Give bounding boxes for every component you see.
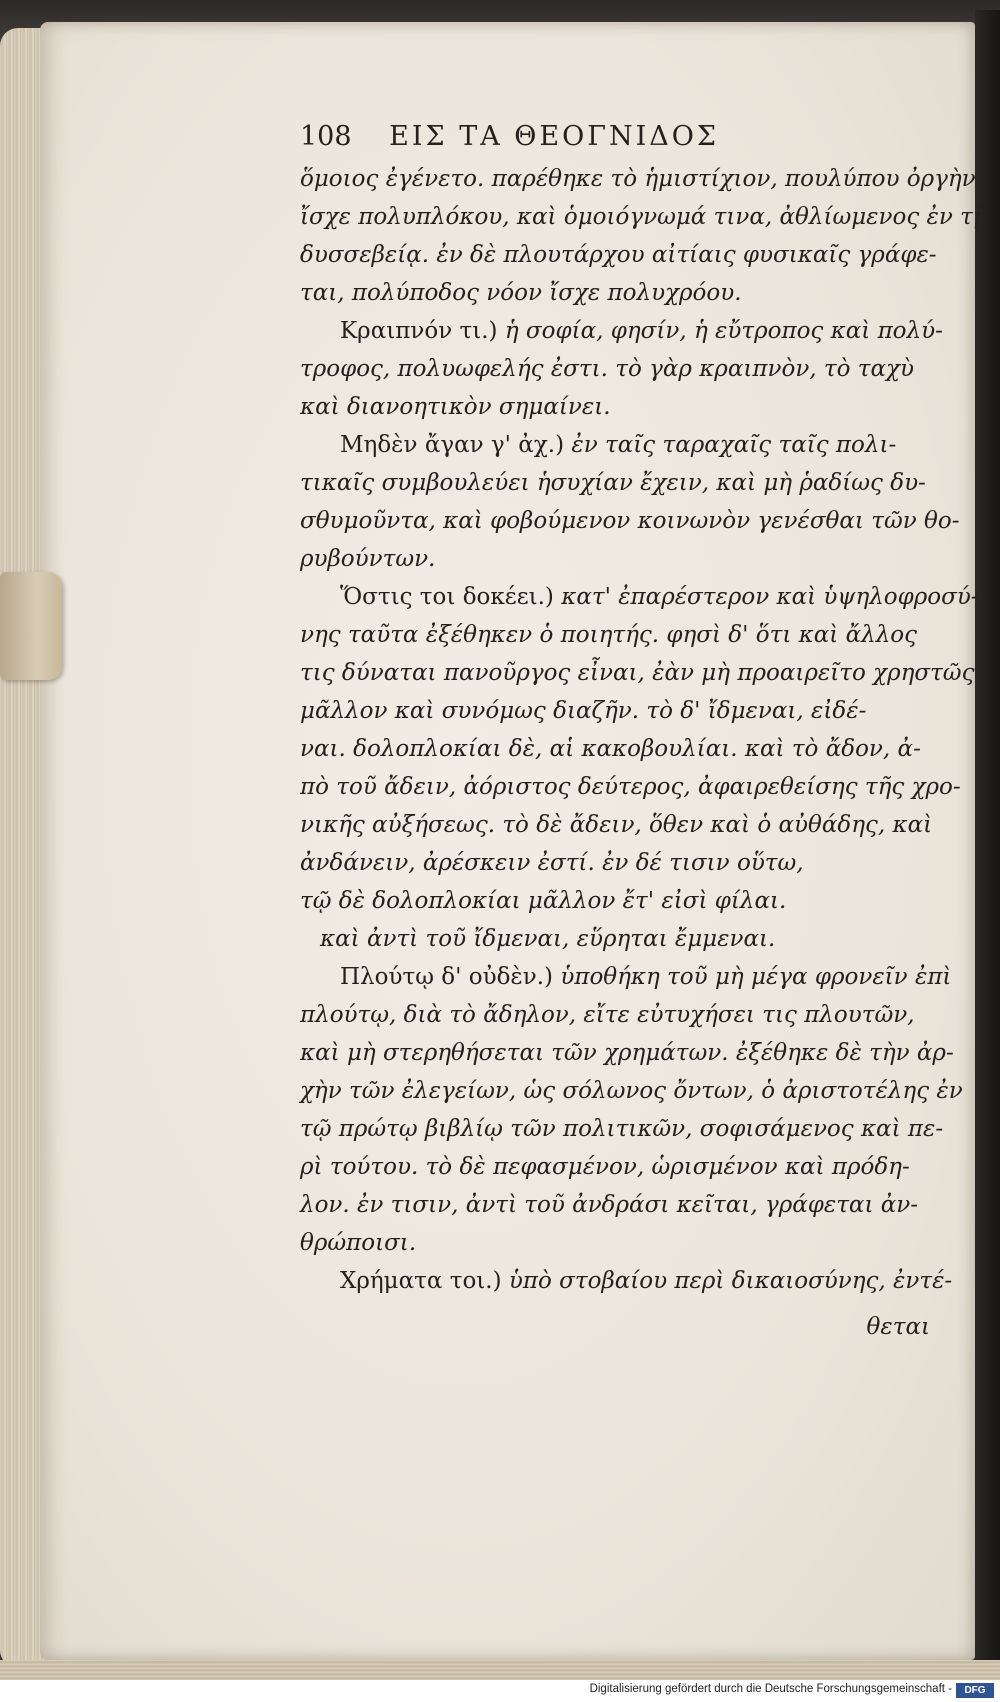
text-line bbox=[300, 160, 976, 198]
text-line bbox=[300, 1072, 963, 1110]
text-line bbox=[300, 540, 940, 578]
text-line bbox=[300, 730, 940, 768]
page-number: 108 bbox=[300, 121, 352, 152]
lemma: Μηδὲν ἄγαν γ' ἀχ.) bbox=[340, 432, 565, 458]
text-line bbox=[300, 578, 979, 616]
catchword: θεται bbox=[866, 1314, 930, 1340]
line-text: ἴσχε πολυπλόκου, καὶ ὁμοιόγνωμά τινα, ἀθλίωμενος ἐν τῇ bbox=[300, 204, 987, 230]
page-edges-bottom bbox=[0, 1660, 1000, 1680]
text-line bbox=[300, 388, 940, 426]
text-line bbox=[300, 502, 960, 540]
line-text: νης ταῦτα ἐξέθηκεν ὁ ποιητής. φησὶ δ' ὅτι καὶ ἄλλος bbox=[300, 622, 918, 648]
dfg-logo: DFG bbox=[956, 1683, 994, 1698]
lemma: Κραιπνόν τι.) bbox=[340, 318, 498, 344]
line-text: δυσσεβείᾳ. ἐν δὲ πλουτάρχου αἰτίαις φυσικαῖς γράφε- bbox=[300, 242, 937, 268]
text-line bbox=[300, 1148, 940, 1186]
line-text: χὴν τῶν ἐλεγείων, ὡς σόλωνος ὄντων, ὁ ἀριστοτέλης ἐν bbox=[300, 1078, 963, 1104]
text-line bbox=[300, 654, 975, 692]
text-line bbox=[300, 312, 943, 350]
text-line bbox=[300, 958, 952, 996]
line-text: τικαῖς συμβουλεύει ἡσυχίαν ἔχειν, καὶ μὴ ῥαδίως δυ- bbox=[300, 470, 926, 496]
line-text: ρυβούντων. bbox=[300, 546, 436, 572]
text-line bbox=[300, 882, 940, 920]
text-line bbox=[300, 996, 940, 1034]
text-line bbox=[300, 844, 940, 882]
lemma: Χρήματα τοι.) bbox=[340, 1268, 502, 1294]
line-text: τις δύναται πανοῦργος εἶναι, ἐὰν μὴ προαιρεῖτο χρηστῶς bbox=[300, 660, 975, 686]
text-line bbox=[300, 692, 940, 730]
page-text bbox=[300, 118, 987, 1346]
body-text bbox=[300, 160, 987, 1300]
line-text: ἐν ταῖς ταραχαῖς ταῖς πολι- bbox=[564, 432, 897, 458]
text-line bbox=[300, 464, 940, 502]
text-line bbox=[300, 236, 940, 274]
line-text: ὑποθήκη τοῦ μὴ μέγα φρονεῖν ἐπὶ bbox=[553, 964, 952, 990]
lemma: Ὅστις τοι δοκέει.) bbox=[340, 584, 554, 610]
text-line bbox=[300, 1186, 940, 1224]
text-line bbox=[300, 1034, 954, 1072]
running-title: ΕΙΣ ΤΑ ΘΕΟΓΝΙΔΟΣ bbox=[389, 121, 720, 152]
page-marker-tab bbox=[0, 572, 62, 680]
line-text: κατ' ἐπαρέστερον καὶ ὑψηλοφροσύ- bbox=[553, 584, 979, 610]
text-line bbox=[300, 768, 961, 806]
line-text: ναι. δολοπλοκίαι δὲ, αἱ κακοβουλίαι. καὶ τὸ ἄδον, ἀ- bbox=[300, 736, 921, 762]
text-line bbox=[300, 920, 940, 958]
text-line bbox=[300, 274, 940, 312]
line-text: καὶ μὴ στερηθήσεται τῶν χρημάτων. ἐξέθηκε δὲ τὴν ἀρ- bbox=[300, 1040, 954, 1066]
line-text: σθυμοῦντα, καὶ φοβούμενον κοινωνὸν γενέσθαι τῶν θο- bbox=[300, 508, 960, 534]
text-line bbox=[300, 1224, 940, 1262]
line-text: πὸ τοῦ ἄδειν, ἀόριστος δεύτερος, ἀφαιρεθείσης τῆς χρο- bbox=[300, 774, 961, 800]
line-text: ἀνδάνειν, ἀρέσκειν ἐστί. ἐν δέ τισιν οὕτω, bbox=[300, 850, 804, 876]
line-text: ται, πολύποδος νόον ἴσχε πολυχρόου. bbox=[300, 280, 742, 306]
line-text: ὅμοιος ἐγένετο. παρέθηκε τὸ ἡμιστίχιον, πουλύπου ὀργὴν bbox=[300, 166, 976, 192]
running-head bbox=[300, 118, 940, 156]
line-text: ὑπὸ στοβαίου περὶ δικαιοσύνης, ἐντέ- bbox=[501, 1268, 953, 1294]
text-line bbox=[300, 1262, 953, 1300]
line-text: λον. ἐν τισιν, ἀντὶ τοῦ ἀνδράσι κεῖται, γράφεται ἀν- bbox=[300, 1192, 919, 1218]
text-line bbox=[300, 198, 987, 236]
line-text: ρὶ τούτου. τὸ δὲ πεφασμένον, ὡρισμένον καὶ πρόδη- bbox=[300, 1154, 910, 1180]
line-text: τροφος, πολυωφελής ἐστι. τὸ γὰρ κραιπνὸν, τὸ ταχὺ bbox=[300, 356, 914, 382]
text-line bbox=[300, 350, 940, 388]
line-text: πλούτῳ, διὰ τὸ ἄδηλον, εἴτε εὐτυχήσει τις πλουτῶν, bbox=[300, 1002, 915, 1028]
line-text: ἡ σοφία, φησίν, ἡ εὔτροπος καὶ πολύ- bbox=[497, 318, 943, 344]
digitization-footer bbox=[0, 1680, 1000, 1702]
line-text: μᾶλλον καὶ συνόμως διαζῆν. τὸ δ' ἴδμεναι, εἰδέ- bbox=[300, 698, 867, 724]
text-line bbox=[300, 806, 940, 844]
text-line bbox=[300, 616, 940, 654]
line-text: νικῆς αὐξήσεως. τὸ δὲ ἄδειν, ὅθεν καὶ ὁ αὐθάδης, καὶ bbox=[300, 812, 933, 838]
line-text: τῷ πρώτῳ βιβλίῳ τῶν πολιτικῶν, σοφισάμενος καὶ πε- bbox=[300, 1116, 944, 1142]
line-text: τῷ δὲ δολοπλοκίαι μᾶλλον ἔτ' εἰσὶ φίλαι. bbox=[300, 888, 787, 914]
text-line bbox=[300, 1110, 944, 1148]
line-text: καὶ ἀντὶ τοῦ ἴδμεναι, εὕρηται ἔμμεναι. bbox=[320, 926, 776, 952]
line-text: καὶ διανοητικὸν σημαίνει. bbox=[300, 394, 611, 420]
line-text: θρώποισι. bbox=[300, 1230, 417, 1256]
binding-shadow bbox=[975, 10, 1000, 1670]
lemma: Πλούτῳ δ' οὐδὲν.) bbox=[340, 964, 554, 990]
text-line bbox=[300, 426, 940, 464]
footer-credit: Digitalisierung gefördert durch die Deutsche Forschungsgemeinschaft - bbox=[589, 1683, 952, 1695]
